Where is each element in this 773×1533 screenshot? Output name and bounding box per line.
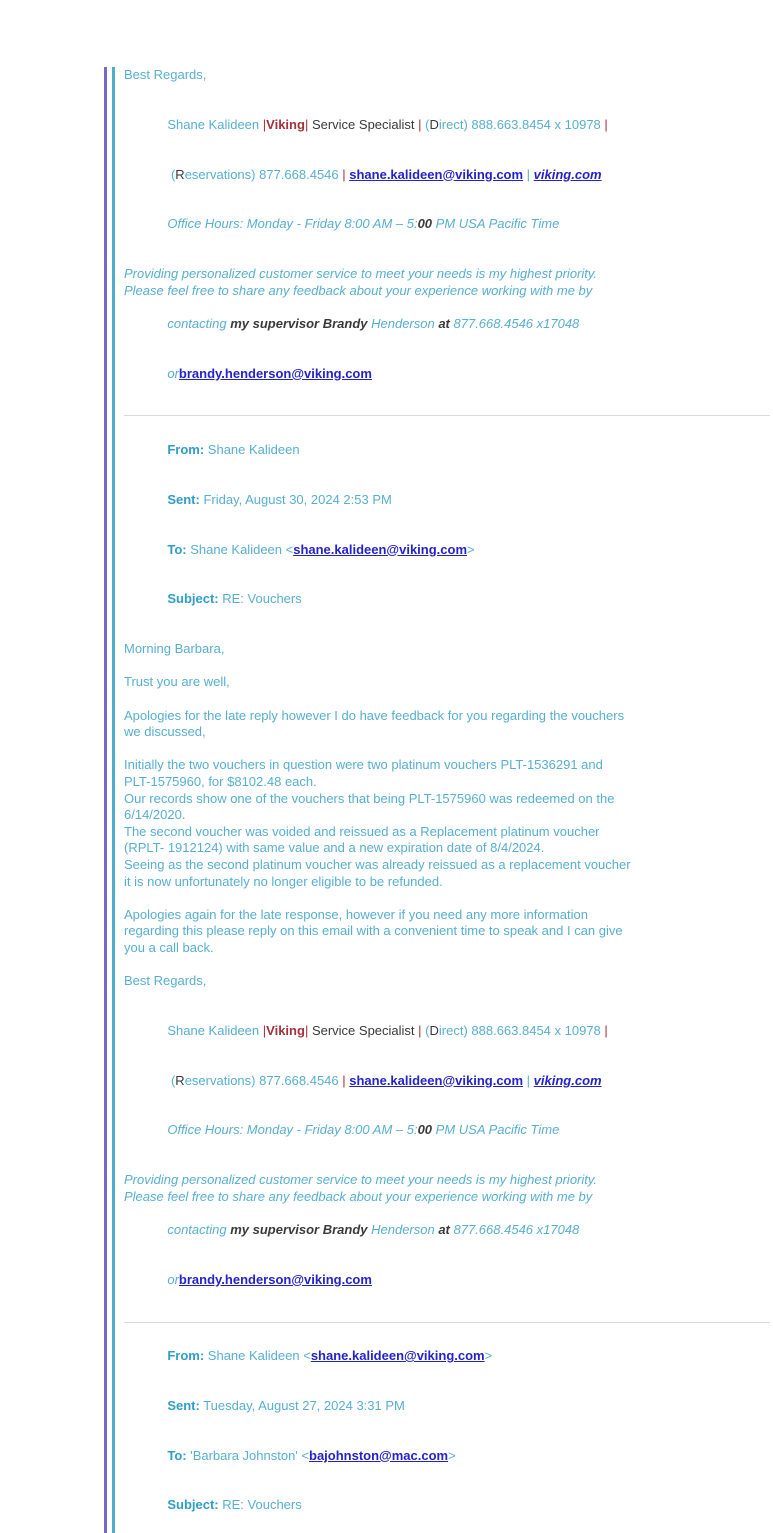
body-line: you a call back. [124, 939, 214, 955]
body-line: PLT-1575960, for $8102.48 each. [124, 773, 317, 789]
to-label: To: [167, 541, 187, 557]
feedback-text: contacting [167, 315, 231, 331]
signature-block [124, 100, 702, 249]
sent-label: Sent: [167, 1397, 200, 1413]
signature-line-2 [124, 1056, 702, 1106]
body-line: Apologies again for the late response, however if you need any more information [124, 906, 588, 922]
direct-phone: irect) 888.663.8454 x 10978 [438, 1022, 605, 1038]
feedback-line-3 [124, 299, 702, 349]
reservations-paren: ( [167, 166, 176, 182]
body-line: Our records show one of the vouchers that being PLT-1575960 was redeemed on the [124, 790, 615, 806]
office-hours-text: Office Hours: Monday - Friday 8:00 AM – 5: [167, 216, 418, 232]
body-line: Apologies for the late reply however I do have feedback for you regarding the vouchers [124, 707, 625, 723]
feedback-line-3 [124, 1205, 702, 1255]
trailing-pipe: | [604, 1022, 608, 1038]
email-header-block [124, 425, 702, 624]
signature-block [124, 1006, 702, 1155]
separator-pipe: | [342, 166, 350, 182]
to-value: Shane Kalideen < [186, 541, 294, 557]
supervisor-surname: Henderson [371, 315, 439, 331]
closing-text: Best Regards, [124, 973, 207, 989]
at-text: at [438, 315, 454, 331]
from-value: Shane Kalideen < [204, 1348, 311, 1364]
body-line: 6/14/2020. [124, 807, 186, 823]
reservations-paren: ( [167, 1072, 176, 1088]
agent-name: Shane Kalideen [167, 116, 263, 132]
feedback-line-2: Please feel free to share any feedback about your experience working with me by [124, 282, 593, 298]
to-line [124, 525, 702, 575]
from-value: > [484, 1348, 493, 1364]
office-hours-minutes: 00 [417, 216, 433, 232]
office-hours-text: PM USA Pacific Time [432, 216, 560, 232]
trailing-pipe: | [604, 116, 608, 132]
agent-email-link[interactable]: shane.kalideen@viking.com [349, 166, 524, 182]
separator-pipe: | [342, 1072, 350, 1088]
email-message-page [0, 67, 773, 1513]
office-hours-text: PM USA Pacific Time [432, 1122, 560, 1138]
office-hours-text: Office Hours: Monday - Friday 8:00 AM – 5: [167, 1122, 418, 1138]
quoted-email-separator [124, 1322, 770, 1323]
feedback-line-1: Providing personalized customer service to meet your needs is my highest priority. [124, 1172, 598, 1188]
subject-line [124, 1481, 702, 1531]
body-line: we discussed, [124, 724, 206, 740]
from-email-link[interactable]: shane.kalideen@viking.com [310, 1348, 485, 1364]
direct-cap-letter: D [429, 1022, 439, 1038]
brand-name: Viking [266, 116, 305, 132]
reservations-phone: eservations) 877.668.4546 [184, 1072, 343, 1088]
brand-pipe-right: | [304, 116, 309, 132]
body-paragraph [124, 907, 702, 957]
separator-pipe: | [523, 1072, 534, 1088]
role-title: Service Specialist [308, 116, 419, 132]
from-value: Shane Kalideen [204, 442, 300, 458]
body-line: (RPLT- 1912124) with same value and a new expiration date of 8/4/2024. [124, 840, 545, 856]
body-line: Morning Barbara, [124, 641, 225, 657]
to-value: > [467, 541, 475, 557]
subject-value: RE: Vouchers [218, 591, 302, 607]
signature-line-1 [124, 1006, 702, 1056]
supervisor-phone: 877.668.4546 x17048 [453, 315, 580, 331]
agent-name: Shane Kalideen [167, 1022, 263, 1038]
sent-value: Friday, August 30, 2024 2:53 PM [199, 491, 392, 507]
reservations-cap-letter: R [175, 1072, 185, 1088]
body-line: Seeing as the second platinum voucher was already reissued as a replacement voucher [124, 856, 631, 872]
feedback-line-1: Providing personalized customer service to meet your needs is my highest priority. [124, 266, 598, 282]
quoted-email-separator [124, 415, 770, 416]
feedback-line-4 [124, 1255, 702, 1305]
role-title: Service Specialist [308, 1022, 419, 1038]
to-line [124, 1431, 702, 1481]
office-hours-minutes: 00 [417, 1122, 433, 1138]
to-email-link[interactable]: shane.kalideen@viking.com [293, 541, 468, 557]
feedback-text: contacting [167, 1221, 231, 1237]
at-text: at [438, 1221, 454, 1237]
signature-line-2 [124, 150, 702, 200]
body-line: Trust you are well, [124, 674, 230, 690]
separator-pipe: | [418, 1022, 426, 1038]
closing-text: Best Regards, [124, 67, 207, 82]
feedback-note [124, 1172, 702, 1305]
supervisor-email-link[interactable]: brandy.henderson@viking.com [178, 1271, 372, 1287]
website-link[interactable]: viking.com [533, 1072, 602, 1088]
body-paragraph [124, 708, 702, 741]
body-line: regarding this please reply on this email with a convenient time to speak and I can give [124, 923, 623, 939]
to-email-link[interactable]: bajohnston@mac.com [309, 1447, 449, 1463]
to-value: > [448, 1447, 456, 1463]
sent-line [124, 1381, 702, 1431]
body-line: it is now unfortunately no longer eligible to be refunded. [124, 873, 443, 889]
supervisor-surname: Henderson [371, 1221, 439, 1237]
reservations-phone: eservations) 877.668.4546 [184, 166, 343, 182]
subject-label: Subject: [167, 1497, 219, 1513]
body-line: The second voucher was voided and reissued as a Replacement platinum voucher [124, 823, 600, 839]
from-label: From: [167, 1348, 205, 1364]
email-body-content [124, 67, 702, 1531]
office-hours-line [124, 1106, 702, 1156]
body-paragraph [124, 757, 702, 890]
separator-pipe: | [523, 166, 534, 182]
supervisor-phone: 877.668.4546 x17048 [453, 1221, 580, 1237]
direct-paren: ( [425, 1022, 430, 1038]
subject-label: Subject: [167, 591, 219, 607]
direct-cap-letter: D [429, 116, 439, 132]
direct-phone: irect) 888.663.8454 x 10978 [438, 116, 605, 132]
or-text: or [167, 365, 179, 381]
supervisor-text: my supervisor Brandy [230, 1221, 372, 1237]
brand-name: Viking [266, 1022, 305, 1038]
subject-line [124, 575, 702, 625]
feedback-line-4 [124, 349, 702, 399]
quote-bar-inner [112, 67, 773, 1533]
reservations-cap-letter: R [175, 166, 185, 182]
sent-label: Sent: [167, 491, 200, 507]
office-hours-line [124, 200, 702, 250]
supervisor-text: my supervisor Brandy [230, 315, 372, 331]
body-line: Initially the two vouchers in question were two platinum vouchers PLT-1536291 and [124, 757, 603, 773]
email-header-block [124, 1332, 702, 1531]
subject-value: RE: Vouchers [218, 1497, 302, 1513]
from-line [124, 1332, 702, 1382]
agent-email-link[interactable]: shane.kalideen@viking.com [349, 1072, 524, 1088]
brand-pipe-left: | [262, 1022, 267, 1038]
from-label: From: [167, 442, 205, 458]
sent-value: Tuesday, August 27, 2024 3:31 PM [199, 1397, 405, 1413]
or-text: or [167, 1271, 179, 1287]
feedback-note [124, 266, 702, 399]
direct-paren: ( [425, 116, 430, 132]
brand-pipe-right: | [304, 1022, 309, 1038]
quote-bar-outer [104, 67, 773, 1533]
signature-line-1 [124, 100, 702, 150]
website-link[interactable]: viking.com [533, 166, 602, 182]
brand-pipe-left: | [262, 116, 267, 132]
separator-pipe: | [418, 116, 426, 132]
to-value: 'Barbara Johnston' < [186, 1447, 309, 1463]
supervisor-email-link[interactable]: brandy.henderson@viking.com [178, 365, 372, 381]
sent-line [124, 475, 702, 525]
to-label: To: [167, 1447, 187, 1463]
feedback-line-2: Please feel free to share any feedback about your experience working with me by [124, 1188, 593, 1204]
from-line [124, 425, 702, 475]
